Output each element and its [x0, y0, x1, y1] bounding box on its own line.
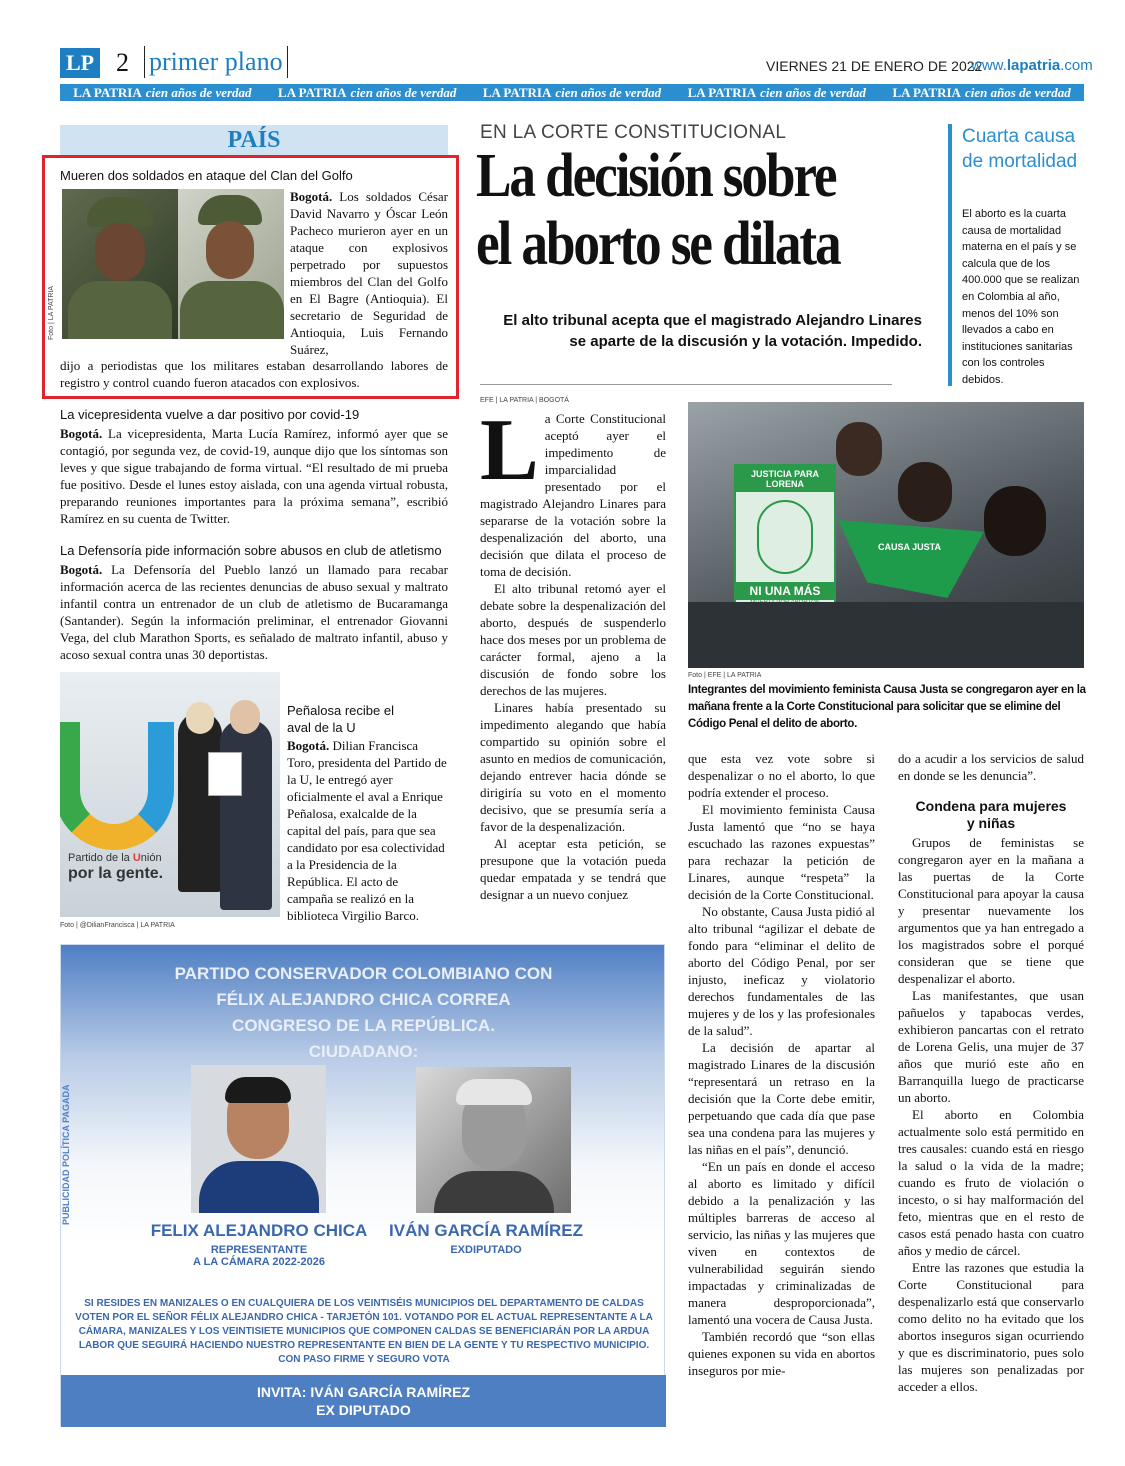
issue-date: VIERNES 21 DE ENERO DE 2022	[766, 58, 983, 74]
candidate-photo-2	[416, 1067, 571, 1213]
site-suffix: .com	[1060, 57, 1093, 74]
ad-heading-line: FÉLIX ALEJANDRO CHICA CORREA	[216, 990, 511, 1009]
col2-para: No obstante, Causa Justa pidió al alto tribunal “agilizar el debate de fondo para “eliminar el delito de aborto del Código Penal, por ser injusto, ineficaz y violatorio derechos fundamentales de las mujeres y de los y las profesionales de la salud”.	[688, 904, 875, 1038]
masthead	[60, 46, 1093, 80]
protest-credit: Foto | EFE | LA PATRIA	[688, 672, 762, 679]
ribbon-item: LA PATRIA cien años de verdad	[687, 84, 866, 100]
ad-vertical-label: PUBLICIDAD POLÍTICA PAGADA	[61, 1084, 71, 1225]
sidebar-text: El aborto es la cuarta causa de mortalidad materna en el país y se calcula que de los 400.000 que se realizan en Colombia al año, menos del 10% son llevados a cabo en instituciones sanitarias con los controles debidos.	[962, 208, 1080, 386]
person-2	[898, 462, 952, 522]
ad-footer	[61, 1375, 666, 1427]
col1-para: a Corte Constitucional aceptó ayer el impedimento de imparcialidad presentado por el magistrado Alejandro Linares para separarse de la votación sobre la despenalización del aborto, una decisión que dilata el proceso de toma de decisión.	[480, 411, 666, 579]
brief2-text: Bogotá. La vicepresidenta, Marta Lucía Ramírez, informó ayer que se contagió, por segunda vez, de covid-19, aunque dijo que los síntomas son leves y que sigue trabajando de forma virtual. “El resultado de mi prueba fue positivo. Desde el lunes estoy aislada, con una agenda virtual robusta, preparando reuniones importantes para la próxima semana”, escribió Ramírez en su cuenta de Twitter.	[60, 426, 448, 526]
page-number: 2	[116, 48, 129, 77]
col1-para: Al aceptar esta petición, se presupone que la votación pueda quedar empatada y se tendrá que designar a un nuevo conjuez	[480, 836, 666, 902]
col2-para: La decisión de apartar al magistrado Linares de la discusión “representará un retraso en la decisión que la Corte debe emitir, perpetuando que cada día que pase sea una condena para las mujeres y las niñas en el país”, denunció.	[688, 1040, 875, 1157]
ribbon-item: LA PATRIA cien años de verdad	[892, 84, 1071, 100]
main-byline: EFE | LA PATRIA | BOGOTÁ	[480, 397, 569, 404]
sidebar-title: Cuarta causa de mortalidad	[962, 126, 1078, 172]
main-kicker: EN LA CORTE CONSTITUCIONAL	[480, 122, 787, 143]
main-col2	[688, 750, 875, 1379]
main-headline: La decisión sobre el aborto se dilata	[476, 142, 840, 278]
woman-head	[186, 702, 214, 734]
col3-para: Grupos de feministas se congregaron ayer en la mañana a las puertas de la Corte Constitucional para apoyar la causa y presentar nuevamente los argumentos que ya han entregado a los magistrados sobre el porqué consideran que se tiene que despenalizar el aborto.	[898, 835, 1084, 986]
col3-para: El aborto en Colombia actualmente solo está permitido en tres causales: cuando está en riesgo la salud o la vida de la madre; cuando es fruto de violación o incesto, o si hay malformación del feto, mientras que en el resto de casos está penado hasta con cuatro años y medio de cárcel.	[898, 1107, 1084, 1258]
brief1-text-full: dijo a periodistas que los militares estaban desarrollando labores de registro y control cuando fueron atacados con explosivos.	[60, 358, 448, 390]
u-slogan	[68, 852, 163, 883]
soldier-photo-1	[62, 189, 178, 339]
brief1-text-wrap: Bogotá. Los soldados César David Navarro y Óscar León Pacheco murieron ayer en un ataque con explosivos perpetrado por supuestos miembros del Clan del Golfo en El Bagre (Antioquia). El secretario de Seguridad de Antioquia, Luis Fernando Suárez,	[290, 189, 448, 357]
col1-para: Linares había presentado su impedimento alegando que había compartido su opinión sobre el asunto en medios de comunicación, dejando entrever hacia dónde se dirigiría su voto en el momento decisivo, que se presumía sería a favor de la despenalización.	[480, 700, 666, 834]
col2-para: que esta vez vote sobre si despenalizar o no el aborto, lo que podría extender el proceso.	[688, 751, 875, 800]
site-link[interactable]	[971, 57, 1093, 74]
person-1	[836, 422, 882, 476]
col2-para: “En un país en donde el acceso al aborto es limitado y difícil debido a la penalización y las múltiples barreras de acceso al servicio, las niñas y las mujeres que viven en contextos de vulnerabilidad seguirán siendo impactadas y criminalizadas de manera desproporcionada”, lamentó una vocera de Causa Justa.	[688, 1159, 875, 1327]
ad-footer-line1: INVITA: IVÁN GARCÍA RAMÍREZ	[256, 1384, 471, 1400]
candidate-2-hair	[456, 1079, 532, 1105]
protest-caption: Integrantes del movimiento feminista Causa Justa se congregaron ayer en la mañana frente a la Corte Constitucional para solicitar que se elimine del Código Penal el delito de aborto.	[688, 684, 1086, 730]
brand-ribbon	[60, 84, 1084, 101]
u-slogan-line1: Partido de la Unión	[68, 852, 162, 864]
person-3	[984, 486, 1046, 556]
col2-para: El movimiento feminista Causa Justa lamentó que “no se haya escuchado las razones expuestas” para rechazar la petición de Linares, aunque “respeta” la decisión de la Corte Constitucional.	[688, 802, 875, 902]
col2-para: También recordó que “son ellas quienes exponen su vida en abortos inseguros por mie-	[688, 1329, 875, 1378]
green-scarf	[838, 520, 984, 598]
portrait	[757, 500, 813, 574]
banner-top: JUSTICIA PARA LORENA	[736, 466, 834, 492]
u-logo	[60, 722, 174, 850]
candidate-1-name: FELIX ALEJANDRO CHICA	[150, 1221, 368, 1240]
ad-footer-line2: EX DIPUTADO	[316, 1402, 411, 1418]
section-label: primer plano	[144, 46, 288, 78]
col1-para: El alto tribunal retomó ayer el debate sobre la despenalización del aborto, después de suspenderlo hace dos meses por un problema de carácter formal, ajeno a la discusión de fondo sobre los derechos de las mujeres.	[480, 581, 666, 698]
pais-title: PAÍS	[227, 127, 281, 153]
main-col1	[480, 402, 666, 903]
col3-top: do a acudir a los servicios de salud en donde se les denuncia”.	[898, 751, 1084, 783]
lp-logo: LP	[60, 48, 100, 78]
soldier-1-face	[95, 223, 145, 281]
subhead: Condena para mujeres y niñas	[915, 798, 1067, 831]
dropcap: L	[480, 402, 539, 499]
u-slogan-line2: por la gente.	[68, 865, 164, 882]
ad-body: SI RESIDES EN MANIZALES O EN CUALQUIERA DE LOS VEINTISÉIS MUNICIPIOS DEL DEPARTAMENTO DE CALDAS VOTEN POR EL SEÑOR FÉLIX ALEJANDRO CHICA - TARJETÓN 101. VOTANDO POR EL ACTUAL REPRESENTANTE A LA CÁMARA, MANIZALES Y LOS VEINTISIETE MUNICIPIOS QUE COMPONEN CALDAS SE BENEFICIARÁN POR LA ARDUA LABOR QUE SEGUIRÁ HACIENDO NUESTRO REPRESENTANTE EN BIEN DE LA GENTE Y TU RESPECTIVO MUNICIPIO. CON PASO FIRME Y SEGURO VOTA	[75, 1298, 653, 1365]
candidate-2-name: IVÁN GARCÍA RAMÍREZ	[389, 1221, 583, 1240]
ad-heading-line: PARTIDO CONSERVADOR COLOMBIANO CON	[174, 964, 553, 983]
certificate	[208, 752, 242, 796]
candidate-2-role: EXDIPUTADO	[450, 1244, 522, 1256]
candidate-2-body	[434, 1171, 554, 1213]
ad-heading-line: CIUDADANO:	[308, 1042, 419, 1061]
col3-para: Las manifestantes, que usan pañuelos y tapabocas verdes, exhibieron pancartas con el retrato de Lorena Gelis, una mujer de 37 años que murió este año en Barranquilla luego de practicarse un aborto.	[898, 988, 1084, 1105]
ribbon-item: LA PATRIA cien años de verdad	[482, 84, 662, 100]
brief2-headline: La vicepresidenta vuelve a dar positivo por covid-19	[60, 407, 360, 422]
penalosa-credit: Foto | @DilianFrancisca | LA PATRIA	[60, 922, 175, 929]
ad-heading	[61, 961, 666, 1065]
site-brand: lapatria	[1006, 57, 1061, 74]
main-col3	[898, 750, 1084, 1395]
scarf-text: CAUSA JUSTA	[878, 542, 942, 552]
candidate-1-hair	[225, 1077, 291, 1103]
crowd	[688, 602, 1084, 668]
main-deck: El alto tribunal acepta que el magistrado Alejandro Linares se aparte de la discusión y la votación. Impedido.	[503, 312, 922, 350]
banner-mid: NI UNA MÁS	[736, 582, 834, 600]
pais-section-bar	[60, 125, 448, 155]
brief3-headline: La Defensoría pide información sobre abusos en club de atletismo	[60, 543, 442, 558]
woman-figure	[178, 712, 222, 892]
banner	[734, 464, 836, 624]
soldier-2-uniform	[180, 281, 284, 339]
brief1-credit: Foto | LA PATRIA	[48, 285, 55, 340]
protest-photo	[688, 402, 1084, 668]
brief4-text: Bogotá. Dilian Francisca Toro, presidenta del Partido de la U, le entregó ayer oficialmente el aval a Enrique Peñalosa, exalcalde de la capital del país, para que sea candidato por esa colectividad a la Presidencia de la República. El acto de campaña se realizó en la biblioteca Virgilio Barco.	[287, 738, 447, 923]
candidate-2-info	[361, 1221, 611, 1256]
sidebar-rule	[948, 124, 952, 386]
soldier-2-face	[206, 221, 254, 279]
soldier-photo-2	[178, 189, 284, 339]
candidate-photo-1	[191, 1065, 326, 1213]
man-figure	[220, 720, 272, 910]
brief3-text: Bogotá. La Defensoría del Pueblo lanzó un llamado para recabar información acerca de las recientes denuncias de abuso sexual y maltrato infantil contra un entrenador de un club de atletismo de Bucaramanga (Santander). Según la información preliminar, el entrenador Giovanni Vega, del club Marathon Sports, es señalado de maltrato infantil, abuso y acoso sexual contra unas 30 deportistas.	[60, 562, 449, 662]
candidate-1-role: REPRESENTANTE	[210, 1244, 308, 1256]
ribbon-item: LA PATRIA cien años de verdad	[278, 84, 457, 100]
ribbon-item: LA PATRIA cien años de verdad	[73, 84, 252, 100]
col3-para: Entre las razones que estudia la Corte Constitucional para despenalizarlo está que conservarlo como delito no ha evitado que los abortos inseguros sigan ocurriendo y que es discriminatorio, pues solo las mujeres son penalizadas por acceder a ellos.	[898, 1260, 1084, 1394]
candidate-1-body	[199, 1161, 319, 1213]
soldier-1-uniform	[68, 281, 172, 339]
penalosa-photo	[60, 672, 280, 917]
political-ad	[60, 944, 665, 1426]
brief1-headline: Mueren dos soldados en ataque del Clan del Golfo	[60, 168, 353, 183]
candidate-1-role2: A LA CÁMARA 2022-2026	[192, 1256, 326, 1268]
brief4-headline: Peñalosa recibe el aval de la U	[287, 703, 394, 735]
deck-rule	[480, 384, 892, 385]
site-prefix: www.	[971, 57, 1007, 74]
man-head	[230, 700, 260, 734]
ad-heading-line: CONGRESO DE LA REPÚBLICA.	[232, 1016, 495, 1035]
